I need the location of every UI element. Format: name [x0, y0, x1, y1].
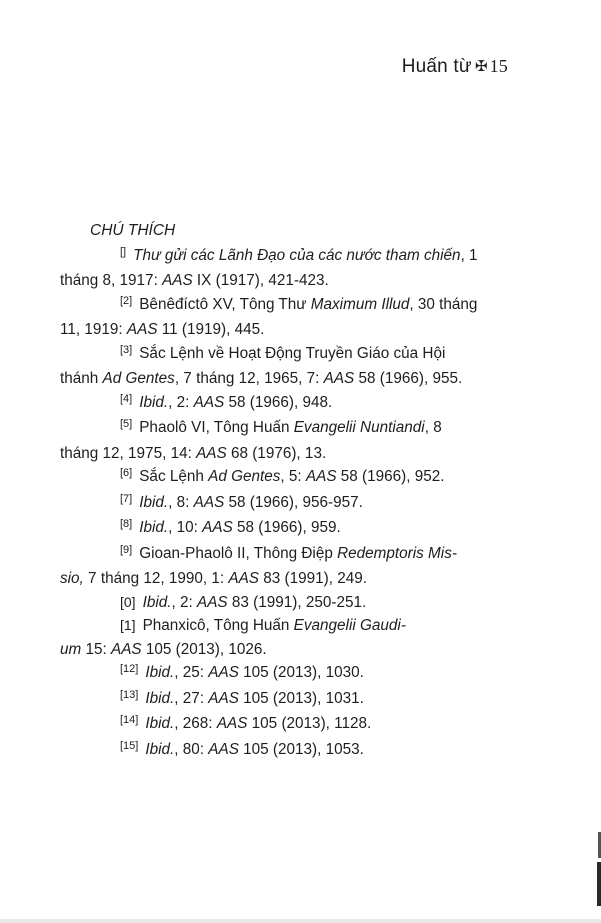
running-header	[402, 56, 508, 78]
footnote-text: Ibid.	[139, 519, 169, 536]
footnote-line	[90, 516, 515, 542]
footnote-text: , 27:	[174, 689, 209, 707]
footnote-text: , 80:	[174, 740, 209, 758]
footnotes-title: CHÚ THÍCH	[90, 222, 176, 239]
footnote-text: Ibid.	[139, 393, 169, 411]
header-title: Huấn từ	[401, 56, 472, 77]
footnote-text: AAS	[202, 519, 233, 536]
footnote-ref: [13]	[120, 688, 139, 701]
footnotes-list	[60, 244, 515, 764]
footnote-text: Thư gửi các Lãnh Đạo của các nước tham chiến	[133, 246, 461, 264]
footnote-item	[60, 293, 515, 342]
footnote-ref: [12]	[120, 663, 139, 675]
footnote-text: 15:	[81, 640, 112, 658]
footnote-text: Maximum Illud	[310, 295, 410, 313]
footnote-text: , 268:	[174, 715, 217, 732]
footnote-text: AAS	[162, 272, 193, 289]
footnote-line	[90, 712, 515, 738]
footnote-item	[90, 687, 515, 713]
footnote-text: 58 (1966), 959.	[232, 519, 341, 536]
footnote-text: 58 (1966), 956-957.	[224, 493, 363, 511]
footnote-text: Ibid.	[145, 740, 175, 758]
footnote-line	[90, 687, 515, 713]
footnote-text: 58 (1966), 948.	[224, 393, 333, 411]
footnote-text: Ibid.	[142, 593, 172, 611]
footnote-text: , 7 tháng 12, 1965, 7:	[174, 370, 324, 387]
footnote-text: um	[60, 640, 82, 658]
footnote-text: IX (1917), 421-423.	[192, 272, 329, 289]
footnote-text: , 2:	[171, 593, 198, 611]
footnote-text: thánh	[60, 370, 103, 387]
footnote-text: AAS	[305, 468, 337, 485]
footnote-text: Ad Gentes	[102, 370, 175, 387]
footnote-line	[90, 244, 515, 270]
footnote-text: , 25:	[174, 664, 209, 681]
footnote-line	[60, 442, 515, 466]
footnote-text: 83 (1991), 250-251.	[227, 593, 367, 611]
footnote-text: 105 (2013), 1053.	[238, 740, 364, 758]
footnote-text: , 8:	[168, 493, 194, 511]
footnote-text: 7 tháng 12, 1990, 1:	[83, 570, 229, 587]
footnote-text: AAS	[208, 689, 239, 707]
footnote-text: AAS	[193, 493, 225, 511]
footnote-text: 105 (2013), 1030.	[238, 664, 364, 681]
footnote-line	[90, 342, 515, 368]
footnote-ref: [15]	[120, 739, 139, 752]
footnote-text: AAS	[193, 393, 225, 411]
footnote-item	[60, 542, 515, 591]
footnote-line	[90, 614, 515, 638]
footnote-text: , 2:	[168, 393, 194, 411]
footnote-line	[60, 367, 515, 391]
footnote-ref: [14]	[120, 714, 139, 726]
footnote-text: AAS	[196, 444, 227, 462]
footnote-text: Phanxicô, Tông Huấn	[142, 617, 294, 634]
footnote-item	[90, 738, 515, 764]
footnote-line	[90, 416, 515, 442]
footnote-line	[90, 465, 515, 491]
footnote-text: 58 (1966), 952.	[336, 468, 445, 485]
footnote-item	[90, 465, 515, 491]
footnote-text: Redemptoris Mis-	[337, 544, 457, 562]
footnote-item	[60, 342, 515, 391]
footnote-text: , 5:	[280, 468, 306, 485]
footnote-ref: [4]	[120, 392, 133, 405]
footnote-line	[90, 738, 515, 764]
footnote-text: Ibid.	[145, 689, 175, 707]
footnote-text: AAS	[208, 664, 239, 681]
footnote-text: AAS	[216, 715, 248, 732]
footnote-ref: [1]	[120, 617, 136, 633]
footnote-text: Evangelii Nuntiandi	[293, 419, 425, 436]
footnote-item	[90, 491, 515, 517]
footnote-text: 83 (1991), 249.	[259, 570, 368, 587]
footnote-text: 105 (2013), 1026.	[141, 640, 267, 658]
footnote-line	[60, 269, 515, 293]
footnote-line	[60, 318, 515, 342]
footnote-text: 68 (1976), 13.	[226, 444, 327, 462]
footnote-item	[90, 712, 515, 738]
footnote-text: AAS	[208, 740, 239, 758]
footnote-ref: [8]	[120, 518, 133, 530]
footnote-ref: [3]	[120, 343, 133, 356]
footnote-line	[90, 491, 515, 517]
footnote-text: , 30 tháng	[409, 295, 478, 313]
footnote-item	[60, 244, 515, 293]
footnotes-section	[60, 219, 515, 763]
footnote-item	[90, 516, 515, 542]
footnote-text: 11, 1919:	[60, 321, 127, 338]
footnote-text: 11 (1919), 445.	[157, 321, 265, 338]
footnote-line	[90, 661, 515, 687]
footnote-text: 58 (1966), 955.	[354, 370, 463, 387]
footnote-text: 105 (2013), 1031.	[238, 689, 364, 707]
footnote-text: AAS	[197, 593, 228, 611]
footnote-text: AAS	[126, 321, 158, 338]
footnote-item	[90, 391, 515, 417]
footnote-line	[90, 591, 515, 615]
footnote-text: AAS	[111, 640, 142, 658]
cross-icon: ✠	[474, 58, 488, 75]
footnote-text: tháng 8, 1917:	[60, 272, 163, 289]
footnote-ref: [6]	[120, 467, 133, 479]
footnote-ref: [7]	[120, 492, 133, 505]
footnote-item	[90, 661, 515, 687]
footnote-line	[90, 542, 515, 568]
footnote-item	[60, 416, 515, 465]
footnote-line	[60, 638, 515, 662]
footnote-ref: [9]	[120, 543, 133, 556]
footnote-text: , 8	[424, 419, 442, 436]
footnote-ref: [2]	[120, 294, 133, 307]
footnote-text: tháng 12, 1975, 14:	[60, 444, 197, 462]
footnote-text: Ad Gentes	[208, 468, 281, 485]
footnote-text: , 1	[460, 246, 478, 264]
footnote-text: sio,	[60, 570, 84, 587]
footnote-item	[60, 614, 515, 661]
footnote-text: , 10:	[168, 519, 203, 536]
footnote-ref: [5]	[120, 418, 133, 430]
footnote-text: Sắc Lệnh về Hoạt Động Truyền Giáo của Hội	[139, 344, 446, 362]
page-number: 15	[489, 56, 508, 76]
footnote-text: 105 (2013), 1128.	[247, 715, 372, 732]
footnote-text: Ibid.	[145, 664, 175, 681]
footnote-text: Bênêđíctô XV, Tông Thư	[139, 295, 311, 313]
footnote-text: Evangelii Gaudi-	[293, 617, 406, 634]
footnote-text: AAS	[228, 570, 260, 587]
page-bottom-edge	[0, 919, 601, 923]
footnote-text: Sắc Lệnh	[139, 468, 209, 485]
footnote-text: Phaolô VI, Tông Huấn	[139, 419, 294, 436]
footnote-text: Gioan-Phaolô II, Thông Điệp	[139, 544, 338, 562]
footnote-item	[90, 591, 515, 615]
footnote-text: Ibid.	[139, 493, 169, 511]
footnote-text: Ibid.	[145, 715, 175, 732]
footnote-line	[60, 567, 515, 591]
footnote-line	[90, 293, 515, 319]
footnote-ref: [0]	[120, 593, 136, 610]
footnote-ref: []	[120, 245, 127, 258]
footnote-text: AAS	[323, 370, 355, 387]
footnote-line	[90, 391, 515, 417]
page-edge-tab	[597, 862, 601, 906]
